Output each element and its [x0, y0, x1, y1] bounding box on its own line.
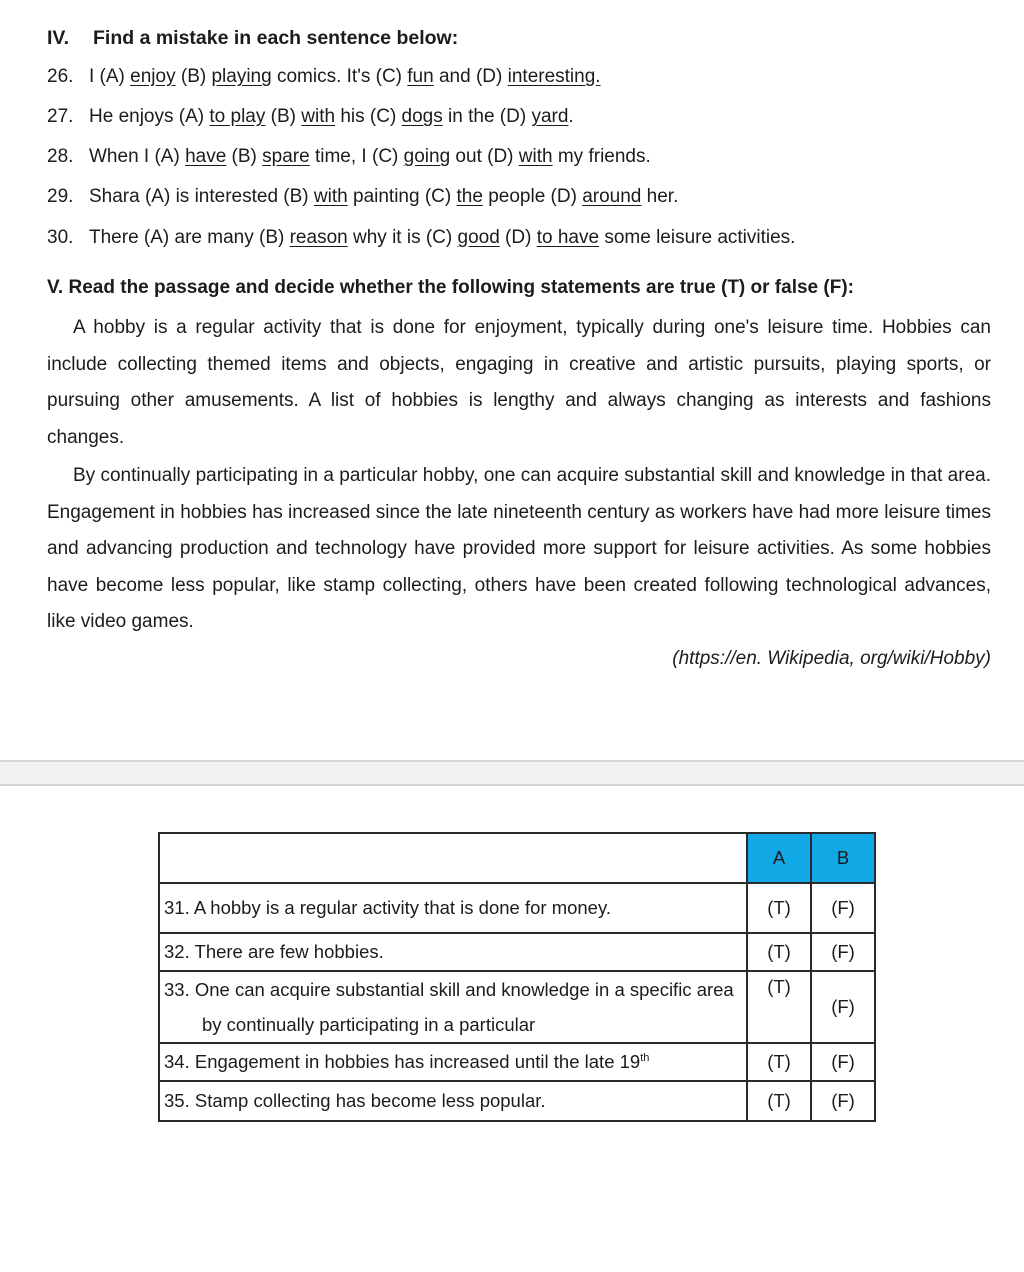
option-t-35[interactable]: (T): [747, 1081, 811, 1121]
table-row: [159, 1081, 875, 1121]
table-row: [159, 971, 875, 1043]
section-4-title: Find a mistake in each sentence below:: [93, 27, 459, 49]
passage-paragraph-2: By continually participating in a particular hobby, one can acquire substantial skill and knowledge in that area. Engagement in hobbies has increased since the late nineteenth century as workers have had more leisure times and advancing production and technology have provided more support for leisure activities. As some hobbies have become less popular, like stamp collecting, others have been created following technological advances, like video games.: [47, 465, 991, 632]
option-f-35[interactable]: (F): [811, 1081, 875, 1121]
option-f-32[interactable]: (F): [811, 933, 875, 971]
section-4-heading: [47, 27, 458, 50]
section-5-number: V.: [47, 277, 64, 298]
statement-31: 31. A hobby is a regular activity that is done for money.: [159, 883, 747, 933]
option-f-33[interactable]: (F): [811, 971, 875, 1043]
question-30: 30. There (A) are many (B) reason why it is (C) good (D) to have some leisure activities.: [47, 227, 796, 248]
section-4-number: IV.: [47, 27, 70, 49]
page-break-band: [0, 760, 1024, 786]
question-28: 28. When I (A) have (B) spare time, I (C) going out (D) with my friends.: [47, 146, 651, 167]
header-blank-cell: [159, 833, 747, 883]
option-t-31[interactable]: (T): [747, 883, 811, 933]
passage-paragraph-1: A hobby is a regular activity that is done for enjoyment, typically during one's leisure time. Hobbies can include collecting themed items and objects, engaging in creative and artistic pursuits, playing sports, or pursuing other amusements. A list of hobbies is lengthy and always changing as interests and fashions changes.: [47, 317, 991, 448]
option-t-32[interactable]: (T): [747, 933, 811, 971]
header-a: A: [747, 833, 811, 883]
option-t-34[interactable]: (T): [747, 1043, 811, 1081]
statement-35: 35. Stamp collecting has become less popular.: [159, 1081, 747, 1121]
option-f-34[interactable]: (F): [811, 1043, 875, 1081]
section-5-title: Read the passage and decide whether the following statements are true (T) or false (F):: [68, 277, 854, 298]
question-27: 27. He enjoys (A) to play (B) with his (C) dogs in the (D) yard.: [47, 106, 574, 127]
passage-source: (https://en. Wikipedia, org/wiki/Hobby): [672, 648, 991, 669]
option-t-33[interactable]: (T): [747, 971, 811, 1043]
header-b: B: [811, 833, 875, 883]
table-row: [159, 1043, 875, 1081]
table-header-row: [159, 833, 875, 883]
statement-33: 33. One can acquire substantial skill and knowledge in a specific area by continually participating in a particular: [159, 971, 747, 1043]
question-26: 26. I (A) enjoy (B) playing comics. It's (C) fun and (D) interesting.: [47, 66, 601, 87]
statement-32: 32. There are few hobbies.: [159, 933, 747, 971]
option-f-31[interactable]: (F): [811, 883, 875, 933]
table-row: [159, 883, 875, 933]
statement-34: 34. Engagement in hobbies has increased until the late 19th: [159, 1043, 747, 1081]
table-row: [159, 933, 875, 971]
section-5-heading: [47, 277, 854, 299]
question-29: 29. Shara (A) is interested (B) with painting (C) the people (D) around her.: [47, 186, 679, 207]
true-false-table: [158, 832, 876, 1122]
